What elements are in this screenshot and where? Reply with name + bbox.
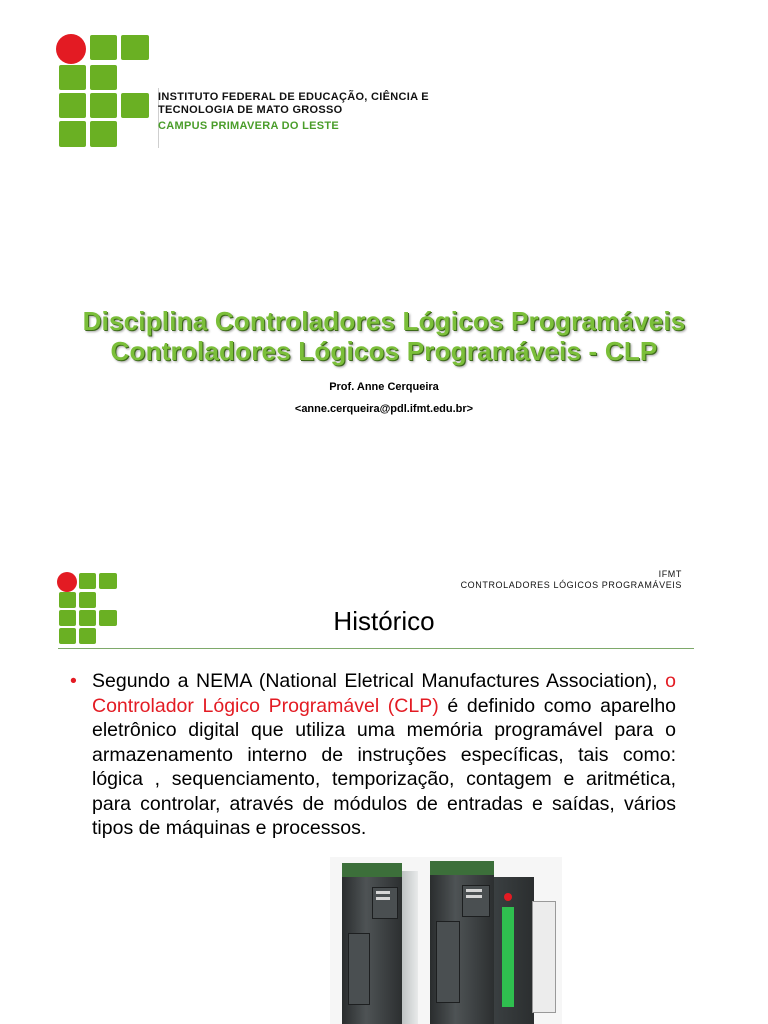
campus-name: CAMPUS PRIMAVERA DO LESTE bbox=[158, 120, 340, 132]
logo-red-circle bbox=[56, 34, 86, 64]
logo-square bbox=[59, 121, 86, 147]
bullet-marker: • bbox=[70, 670, 77, 692]
ifmt-logo bbox=[56, 34, 152, 150]
logo-square bbox=[59, 65, 86, 90]
terminal-block bbox=[502, 907, 514, 1007]
professor-email: <anne.cerqueira@pdl.ifmt.edu.br> bbox=[294, 403, 474, 415]
logo-square bbox=[121, 35, 149, 60]
plc-module-right bbox=[430, 861, 494, 1024]
status-led bbox=[504, 893, 512, 901]
logo-square bbox=[79, 573, 96, 589]
institution-name bbox=[158, 91, 429, 133]
slide-header bbox=[461, 569, 682, 591]
io-label-card bbox=[532, 901, 556, 1013]
plc-photo bbox=[330, 857, 562, 1024]
header-ifmt: IFMT bbox=[658, 569, 682, 579]
logo-red-circle bbox=[57, 572, 77, 592]
content-slide bbox=[0, 545, 768, 1024]
text-before: Segundo a NEMA (National Eletrical Manufactures Association), bbox=[92, 670, 666, 692]
plc-io-module bbox=[402, 871, 418, 1024]
logo-square bbox=[99, 573, 117, 589]
bullet-text bbox=[92, 669, 676, 841]
text-after: é definido como aparelho eletrônico digital que utiliza uma memória programável para o armazenamento interno de instruções específicas, tais como: lógica , sequenciamento, temporização, contagem e aritmética, para controlar, através de módulos de entradas e saídas, vários tipos de máquinas e processos. bbox=[92, 694, 677, 839]
institution-line-1: INSTITUTO FEDERAL DE EDUCAÇÃO, CIÊNCIA E bbox=[158, 91, 429, 103]
title-line-1: Disciplina Controladores Lógicos Programáveis bbox=[82, 306, 686, 336]
plc-module-left bbox=[342, 863, 402, 1024]
logo-square bbox=[59, 93, 86, 118]
heading-rule bbox=[58, 648, 694, 649]
text-highlight: o Controlador Lógico Programável (CLP) bbox=[92, 670, 676, 717]
institution-line-2: TECNOLOGIA DE MATO GROSSO bbox=[158, 104, 343, 116]
logo-square bbox=[90, 93, 117, 118]
header-course: CONTROLADORES LÓGICOS PROGRAMÁVEIS bbox=[460, 580, 682, 590]
logo-square bbox=[90, 65, 117, 90]
plc-io-module bbox=[494, 877, 534, 1024]
logo-square bbox=[90, 121, 117, 147]
professor-name: Prof. Anne Cerqueira bbox=[329, 381, 439, 393]
slide-titles bbox=[0, 306, 768, 366]
title-line-2: Controladores Lógicos Programáveis - CLP bbox=[110, 336, 658, 366]
logo-square bbox=[121, 93, 149, 118]
slide-heading: Histórico bbox=[333, 606, 435, 636]
author-block bbox=[0, 376, 768, 420]
bullet-item bbox=[72, 669, 676, 841]
logo-square bbox=[90, 35, 117, 60]
